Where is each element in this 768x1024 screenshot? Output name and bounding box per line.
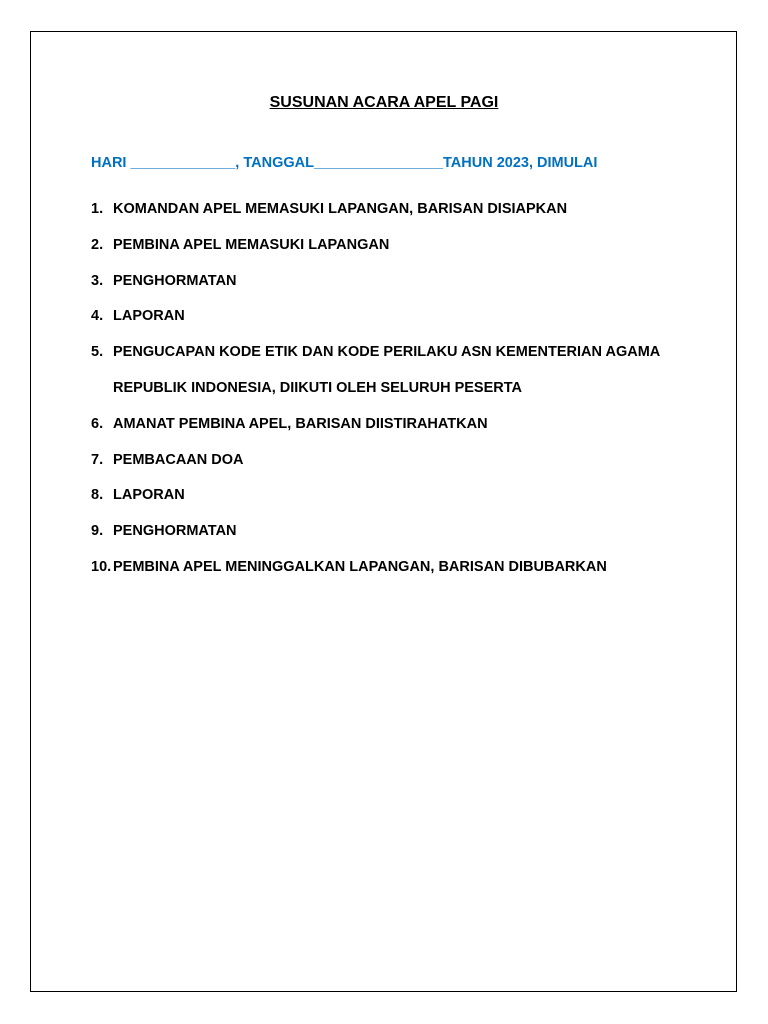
list-item [91,523,237,559]
item-number: 1. [91,201,104,217]
list-item [91,308,185,344]
item-text: PEMBINA APEL MEMASUKI LAPANGAN [113,236,390,253]
item-text: PENGHORMATAN [113,272,237,289]
item-number: 4. [91,308,104,325]
item-number: 7. [91,451,104,468]
item-text: PEMBACAAN DOA [113,451,244,468]
list-item [91,558,607,595]
item-text: PENGHORMATAN [113,523,237,540]
item-text: LAPORAN [113,487,185,504]
document-title-text: SUSUNAN ACARA APEL PAGI [269,94,499,111]
item-text-continuation: REPUBLIK INDONESIA, DIIKUTI OLEH SELURUH PESERTA [113,379,522,396]
item-text: LAPORAN [113,308,185,325]
item-text: KOMANDAN APEL MEMASUKI LAPANGAN, BARISAN DISIAPKAN [113,201,568,217]
item-number: 10. [91,558,112,575]
list-item [91,451,244,488]
item-number: 6. [91,415,104,432]
list-item [91,272,237,309]
item-number: 3. [91,272,104,289]
list-item [91,487,185,523]
list-item-continuation [91,379,522,416]
list-item [91,344,661,380]
document-title [0,94,768,112]
agenda-list [91,201,661,595]
item-number: 5. [91,344,104,361]
list-item [91,415,488,452]
item-text: AMANAT PEMBINA APEL, BARISAN DIISTIRAHATKAN [113,415,488,432]
date-line: HARI _____________, TANGGAL________________TAHUN 2023, DIMULAI [91,155,598,171]
list-item [91,201,568,237]
page-border [30,31,737,992]
item-text: PEMBINA APEL MENINGGALKAN LAPANGAN, BARISAN DIBUBARKAN [113,558,607,575]
item-number: 9. [91,523,104,540]
item-number: 8. [91,487,104,504]
item-number: 2. [91,236,104,253]
item-text: PENGUCAPAN KODE ETIK DAN KODE PERILAKU ASN KEMENTERIAN AGAMA [113,344,661,361]
list-item [91,236,390,273]
